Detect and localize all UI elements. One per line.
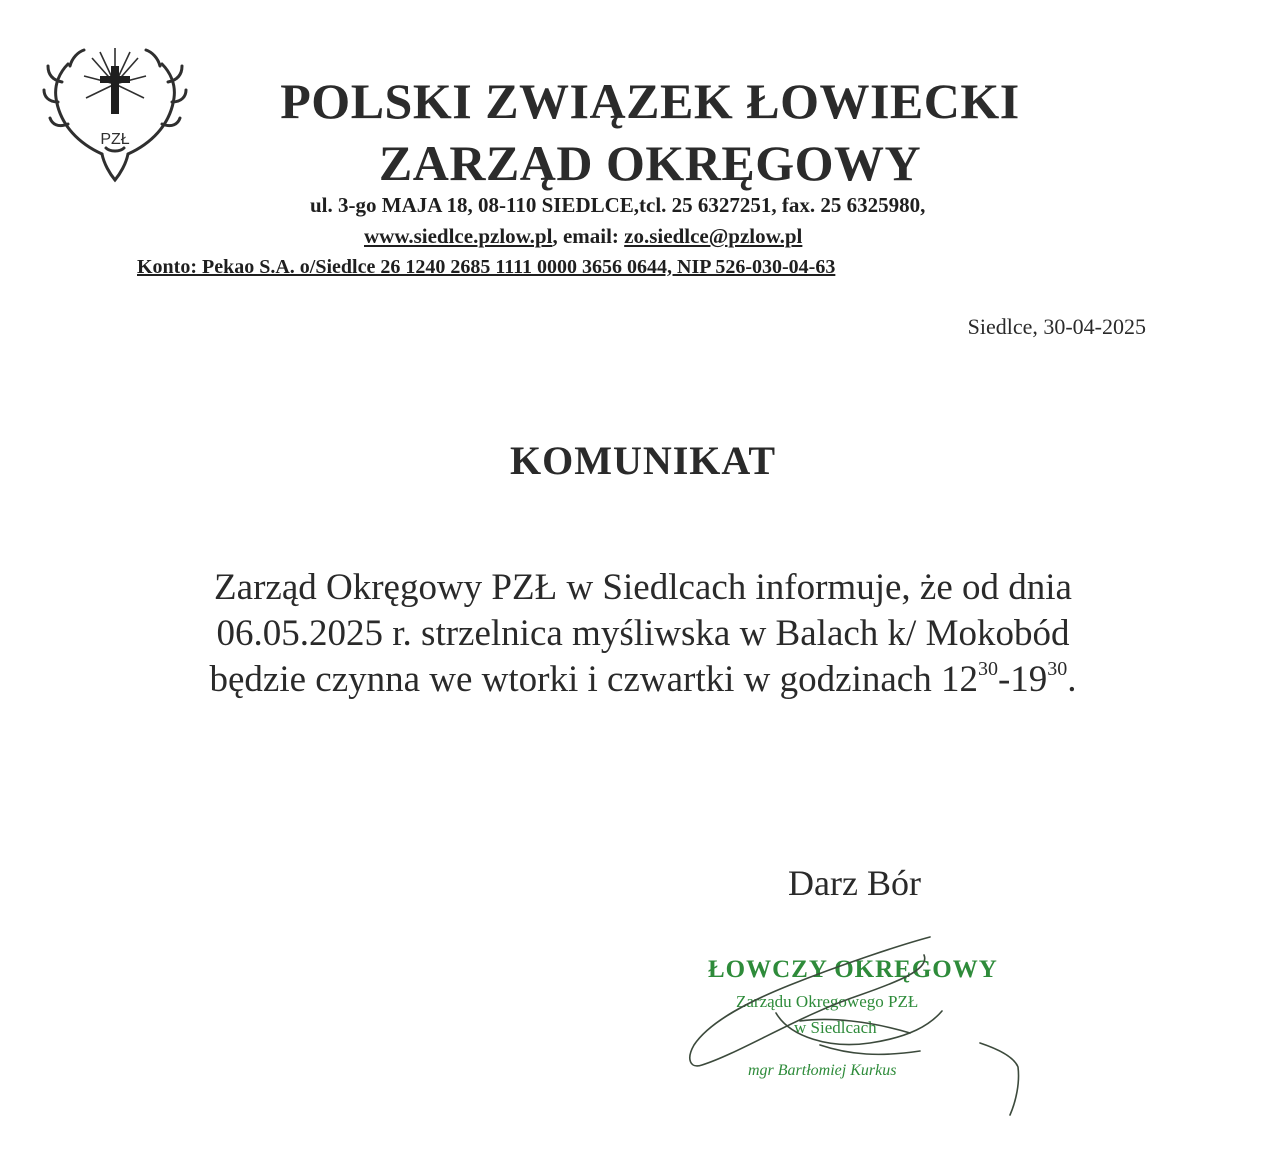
- website-link[interactable]: www.siedlce.pzlow.pl: [364, 224, 553, 248]
- hour-end-minutes: 30: [1047, 658, 1068, 680]
- contact-address: ul. 3-go MAJA 18, 08-110 SIEDLCE,tcl. 25 6327251, fax. 25 6325980,: [310, 193, 926, 217]
- hour-separator: -19: [997, 659, 1048, 700]
- bank-account-info: Konto: Pekao S.A. o/Siedlce 26 1240 2685 1111 0000 3656 0644, NIP 526-030-04-63: [137, 256, 836, 278]
- logo-text: PZŁ: [100, 131, 130, 148]
- hour-start-minutes: 30: [977, 658, 998, 680]
- organization-unit: ZARZĄD OKRĘGOWY: [378, 135, 922, 191]
- body-line-3-end: .: [1067, 659, 1077, 700]
- stamp-line-2: Zarządu Okręgowego PZŁ: [736, 992, 919, 1011]
- email-link[interactable]: zo.siedlce@pzlow.pl: [624, 224, 803, 248]
- closing-greeting: Darz Bór: [788, 863, 921, 903]
- announcement-body: [0, 565, 1270, 703]
- stamp-title: ŁOWCZY OKRĘGOWY: [708, 956, 998, 983]
- organization-name: POLSKI ZWIĄZEK ŁOWIECKI: [280, 73, 1020, 129]
- body-line-2: 06.05.2025 r. strzelnica myśliwska w Balach k/ Mokobód: [216, 613, 1070, 654]
- contact-web-email: [364, 224, 802, 249]
- body-line-3: [0, 657, 1270, 703]
- email-label: , email:: [552, 224, 625, 248]
- body-line-1: Zarząd Okręgowy PZŁ w Siedlcach informuje, że od dnia: [214, 567, 1072, 608]
- stamp-name: mgr Bartłomiej Kurkus: [748, 1062, 897, 1079]
- body-line-3-text: będzie czynna we wtorki i czwartki w godzinach 12: [209, 659, 978, 700]
- document-title: KOMUNIKAT: [509, 438, 777, 483]
- stamp-line-3: w Siedlcach: [794, 1018, 877, 1037]
- document-date: Siedlce, 30-04-2025: [967, 314, 1146, 339]
- official-stamp-signature: [680, 925, 1040, 1125]
